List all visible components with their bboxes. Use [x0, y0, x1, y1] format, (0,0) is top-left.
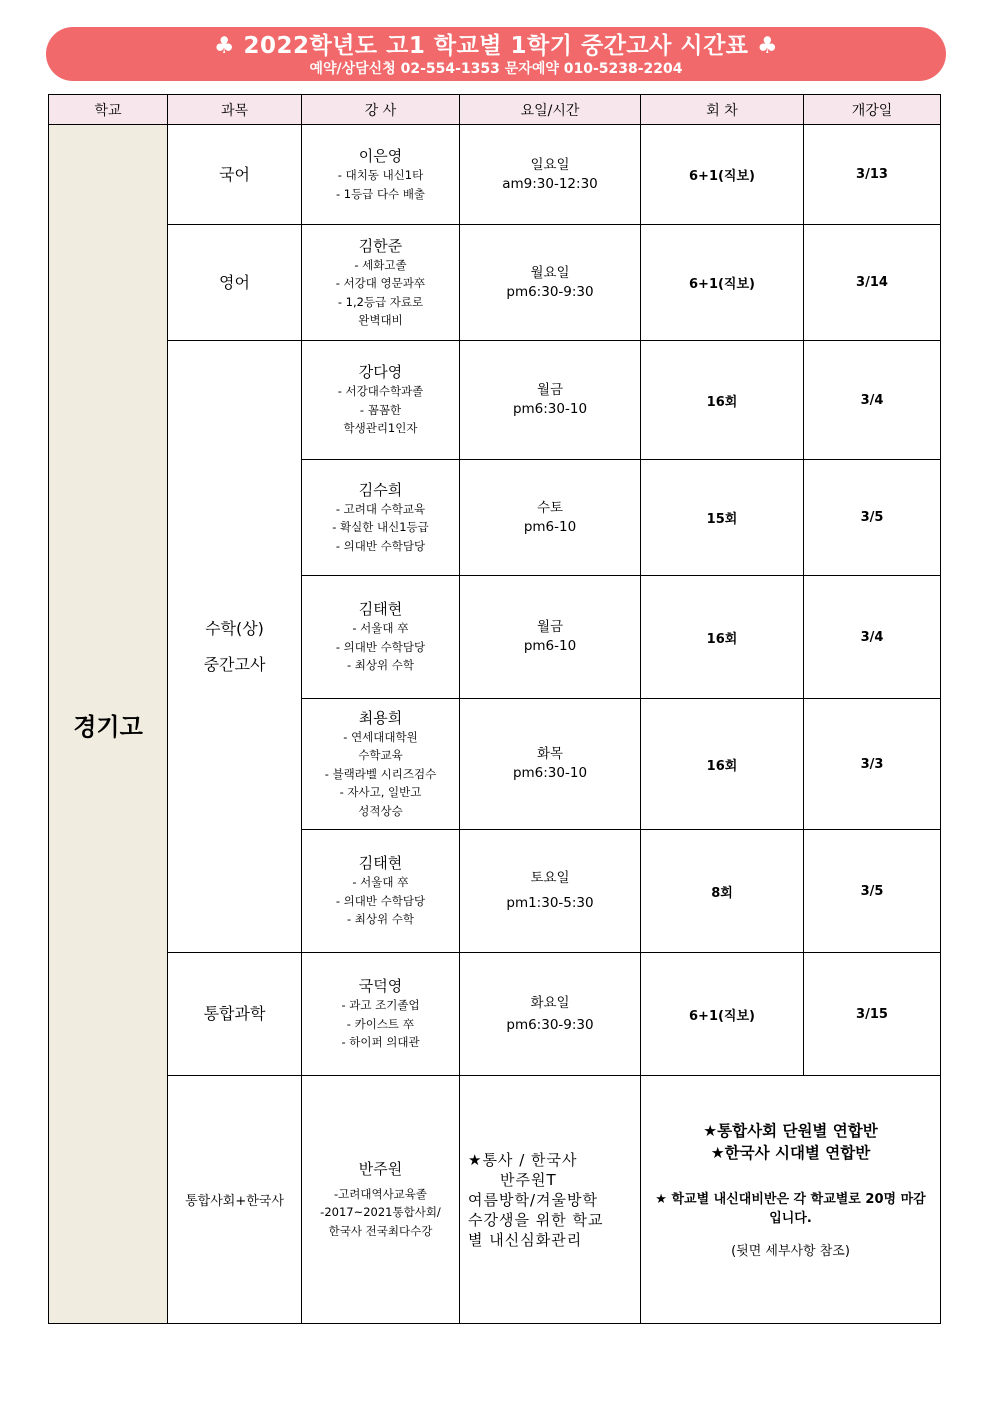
sessions-cell: 15회: [641, 460, 804, 576]
subject-name: 수학(상): [205, 618, 264, 638]
teacher-desc: - 서강대 영문과卒: [335, 276, 426, 290]
start-date-cell: 3/4: [804, 341, 941, 460]
teacher-desc: - 과고 조기졸업: [341, 998, 420, 1013]
subject-subtitle: 중간고사: [203, 654, 266, 674]
teacher-desc: - 확실한 내신1등급: [332, 520, 429, 535]
table-row: [49, 1076, 941, 1324]
day-text: 월금: [536, 382, 564, 398]
teacher-desc: - 의대반 수학담당: [335, 538, 426, 553]
time-text: pm6:30-10: [512, 401, 588, 417]
table-row: [49, 953, 941, 1076]
teacher-desc: - 고려대 수학교육: [335, 501, 426, 516]
teacher-desc: - 서울대 卒: [352, 621, 409, 636]
teacher-desc: 성적상승: [358, 803, 403, 818]
teacher-desc: - 대치동 내신1타: [337, 168, 424, 182]
subject-cell: 통합사회+한국사: [168, 1076, 302, 1324]
teacher-cell: [302, 699, 460, 830]
sessions-cell: 6+1(직보): [641, 225, 804, 341]
title-banner: [46, 27, 946, 81]
teacher-desc: - 하이퍼 의대관: [341, 1035, 420, 1050]
table-row: [49, 341, 941, 460]
day-text: 수토: [536, 499, 564, 516]
teacher-desc: - 의대반 수학담당: [335, 639, 426, 654]
schedule-cell: [460, 125, 641, 225]
day-text: 화요일: [530, 994, 570, 1011]
notes-cell: [641, 1076, 941, 1324]
time-text: pm6:30-9:30: [506, 1016, 594, 1033]
sessions-cell: 16회: [641, 576, 804, 699]
teacher-desc: 한국사 전국최다수강: [328, 1223, 433, 1238]
teacher-desc: - 세화고졸: [354, 257, 407, 272]
teacher-desc: - 최상위 수학: [346, 912, 414, 927]
schedule-line: 수강생을 위한 학교: [468, 1210, 604, 1229]
day-text: 일요일: [530, 156, 570, 173]
schedule-line: 별 내신심화관리: [468, 1230, 583, 1249]
schedule-cell: [460, 1076, 641, 1324]
col-header-teacher: 강 사: [302, 95, 460, 125]
teacher-cell: [302, 225, 460, 341]
teacher-name: 최용희: [358, 708, 403, 727]
note-social: ★통합사회 단원별 연합반: [703, 1122, 878, 1140]
day-text: 월요일: [530, 264, 570, 281]
day-text: 토요일: [530, 870, 570, 886]
sessions-cell: 16회: [641, 699, 804, 830]
table-row: [49, 125, 941, 225]
teacher-cell: [302, 460, 460, 576]
start-date-cell: 3/14: [804, 225, 941, 341]
start-date-cell: 3/15: [804, 953, 941, 1076]
subject-cell: 국어: [168, 125, 302, 225]
teacher-name: 국덕영: [358, 977, 403, 996]
col-header-schedule: 요일/시간: [460, 95, 641, 125]
teacher-desc: - 서울대 卒: [352, 875, 409, 890]
time-text: pm6:30-10: [512, 765, 588, 781]
time-text: pm6-10: [523, 518, 577, 535]
col-header-start-date: 개강일: [804, 95, 941, 125]
sessions-cell: 6+1(직보): [641, 125, 804, 225]
teacher-desc: - 의대반 수학담당: [335, 893, 426, 908]
schedule-cell: [460, 460, 641, 576]
teacher-desc: - 최상위 수학: [346, 658, 414, 673]
teacher-desc: - 카이스트 卒: [346, 1016, 415, 1031]
col-header-school: 학교: [49, 95, 168, 125]
sessions-cell: 6+1(직보): [641, 953, 804, 1076]
teacher-desc: - 연세대대학원: [343, 729, 418, 744]
teacher-cell: [302, 830, 460, 953]
teacher-desc: -고려대역사교육졸: [333, 1186, 428, 1201]
header-row: [49, 95, 941, 125]
teacher-name: 반주원: [358, 1159, 403, 1178]
day-text: 화목: [536, 746, 564, 762]
schedule-line: 반주원T: [500, 1170, 557, 1189]
schedule-line: ★통사 / 한국사: [468, 1150, 578, 1169]
start-date-cell: 3/13: [804, 125, 941, 225]
start-date-cell: 3/5: [804, 830, 941, 953]
teacher-desc: 수학교육: [358, 748, 403, 763]
teacher-desc: 학생관리1인자: [343, 421, 418, 436]
teacher-desc: - 자사고, 일반고: [339, 785, 422, 800]
subject-cell: 통합과학: [168, 953, 302, 1076]
teacher-cell: [302, 576, 460, 699]
teacher-desc: - 블랙라벨 시리즈검수: [324, 766, 437, 781]
teacher-desc: 완벽대비: [358, 313, 403, 327]
table-row: [49, 225, 941, 341]
time-text: am9:30-12:30: [502, 175, 598, 192]
schedule-cell: [460, 576, 641, 699]
col-header-subject: 과목: [168, 95, 302, 125]
subject-cell: [168, 341, 302, 953]
teacher-name: 김한준: [358, 236, 403, 255]
schedule-cell: [460, 830, 641, 953]
time-text: pm6:30-9:30: [506, 283, 594, 300]
teacher-name: 강다영: [358, 363, 403, 382]
teacher-cell: [302, 953, 460, 1076]
subject-cell: 영어: [168, 225, 302, 341]
teacher-name: 이은영: [358, 147, 403, 165]
teacher-desc: - 1,2등급 자료로: [337, 294, 424, 309]
teacher-desc: -2017~2021통합사회/: [320, 1205, 441, 1220]
schedule-cell: [460, 225, 641, 341]
col-header-sessions: 회 차: [641, 95, 804, 125]
start-date-cell: 3/5: [804, 460, 941, 576]
page-title: ♣ 2022학년도 고1 학교별 1학기 중간고사 시간표 ♣: [213, 33, 779, 59]
time-text: pm1:30-5:30: [506, 895, 594, 911]
note-capacity: ★ 학교별 내신대비반은 각 학교별로 20명 마감입니다.: [655, 1192, 926, 1226]
teacher-name: 김태현: [358, 854, 403, 873]
teacher-name: 김수희: [358, 480, 403, 499]
day-text: 월금: [536, 619, 564, 635]
contact-info: 예약/상담신청 02-554-1353 문자예약 010-5238-2204: [309, 61, 683, 77]
time-text: pm6-10: [523, 638, 577, 654]
start-date-cell: 3/3: [804, 699, 941, 830]
schedule-cell: [460, 341, 641, 460]
school-cell: 경기고: [49, 125, 168, 1324]
teacher-desc: - 1등급 다수 배출: [335, 186, 426, 201]
schedule-table: [48, 94, 941, 1324]
sessions-cell: 8회: [641, 830, 804, 953]
teacher-cell: [302, 125, 460, 225]
note-history: ★한국사 시대별 연합반: [710, 1144, 871, 1162]
note-reference: (뒷면 세부사항 참조): [731, 1244, 850, 1259]
schedule-cell: [460, 953, 641, 1076]
teacher-desc: - 꼼꼼한: [359, 402, 402, 417]
teacher-cell: [302, 341, 460, 460]
teacher-cell: [302, 1076, 460, 1324]
teacher-desc: - 서강대수학과졸: [337, 384, 424, 399]
start-date-cell: 3/4: [804, 576, 941, 699]
schedule-cell: [460, 699, 641, 830]
teacher-name: 김태현: [358, 600, 403, 619]
sessions-cell: 16회: [641, 341, 804, 460]
schedule-line: 여름방학/겨울방학: [468, 1190, 598, 1209]
